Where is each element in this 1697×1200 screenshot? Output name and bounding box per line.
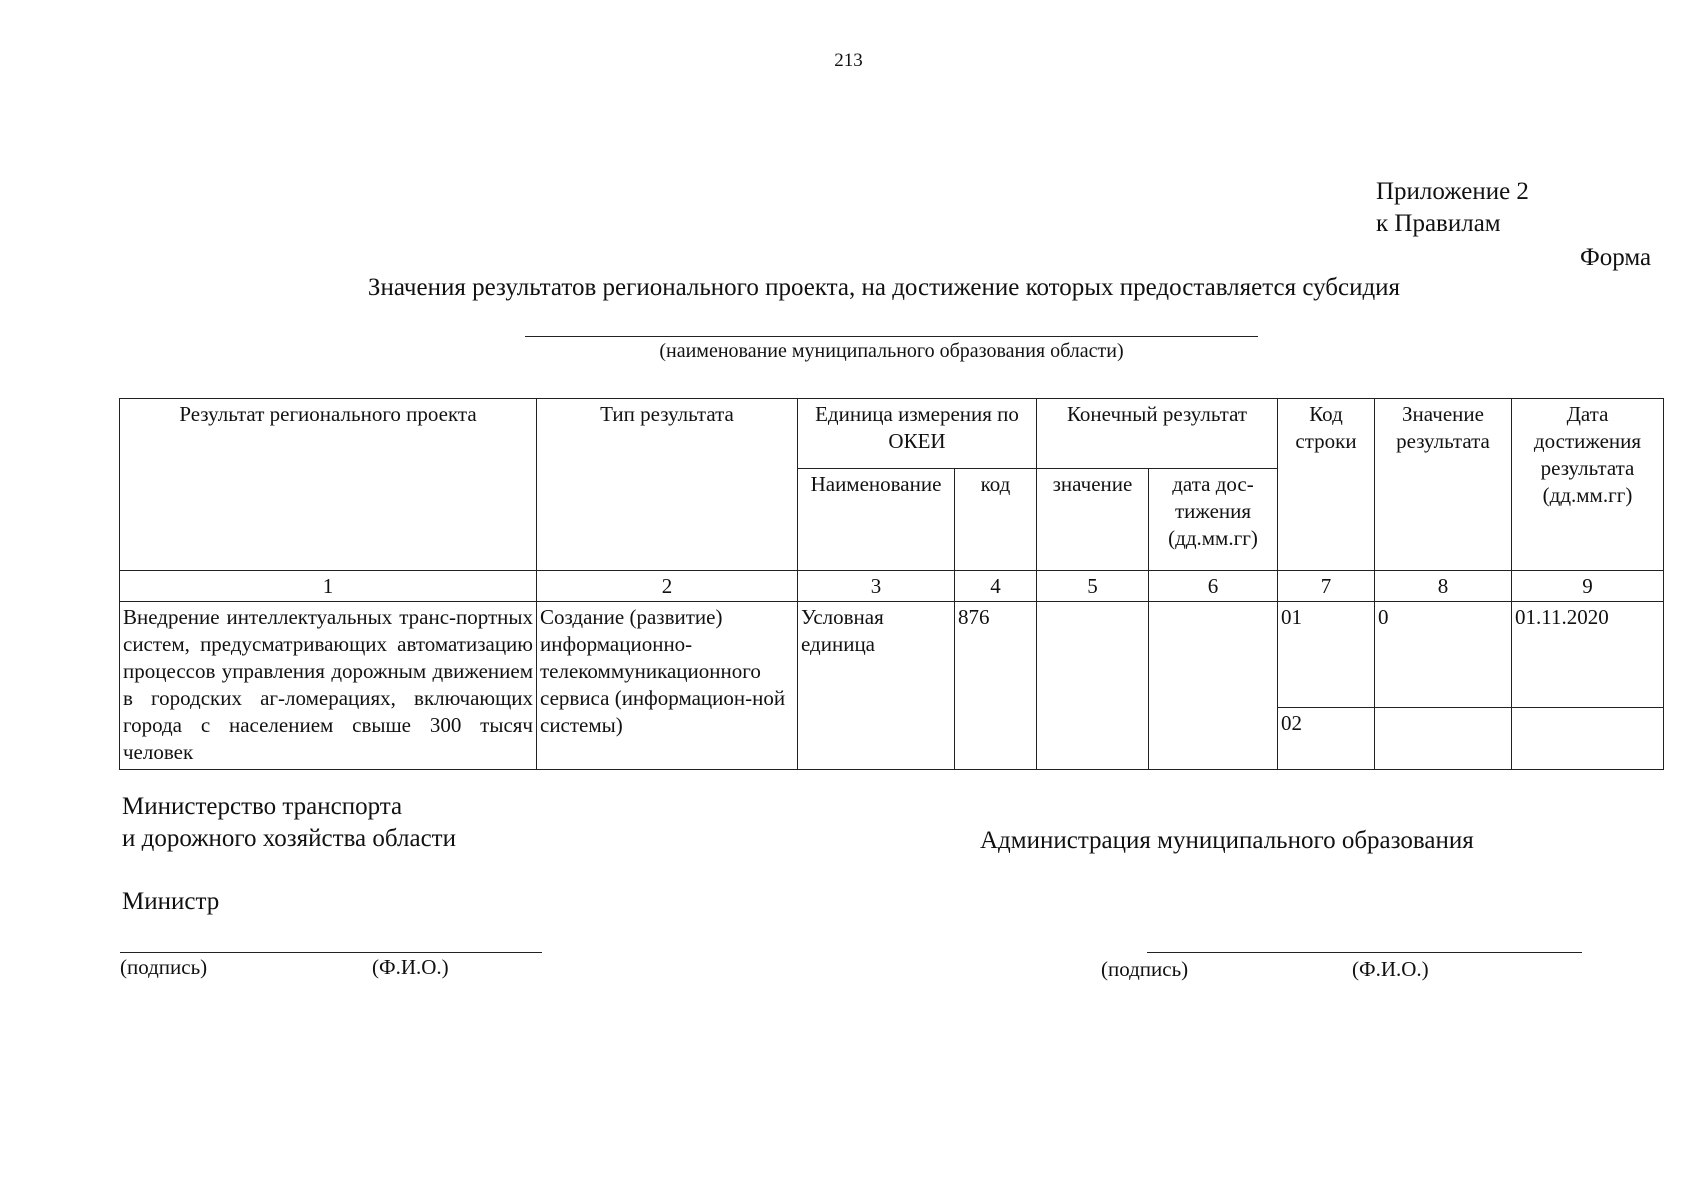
- header-unit-name: Наименование: [798, 469, 955, 571]
- signature-line-left: [120, 952, 542, 953]
- header-unit: Единица измерения по ОКЕИ: [798, 399, 1037, 469]
- results-table: [119, 398, 1664, 770]
- column-number: 8: [1375, 571, 1512, 602]
- ministry-name-line2: и дорожного хозяйства области: [122, 825, 456, 852]
- cell-achieve-date: 01.11.2020: [1512, 602, 1664, 708]
- appendix-title: Приложение 2: [1376, 178, 1529, 205]
- cell-result: Внедрение интеллектуальных транс-портных систем, предусматривающих автоматизацию процессов управления дорожным движением в городских аг-ломерациях, включающих города с населением свыше 300 тысяч человек: [120, 602, 537, 770]
- minister-position: Министр: [122, 888, 220, 915]
- column-number: 2: [537, 571, 798, 602]
- header-result: Результат регионального проекта: [120, 399, 537, 571]
- cell-result-value: [1375, 708, 1512, 770]
- header-result-type: Тип результата: [537, 399, 798, 571]
- cell-row-code: 01: [1278, 602, 1375, 708]
- signature-line-right: [1147, 952, 1582, 953]
- cell-row-code: 02: [1278, 708, 1375, 770]
- header-unit-code: код: [955, 469, 1037, 571]
- cell-final-date: [1149, 602, 1278, 770]
- signature-label-left: (подпись): [120, 955, 208, 979]
- ministry-name-line1: Министерство транспорта: [122, 793, 403, 820]
- appendix-subtitle: к Правилам: [1376, 210, 1501, 237]
- header-final-result: Конечный результат: [1037, 399, 1278, 469]
- fio-label-left: (Ф.И.О.): [372, 955, 449, 979]
- column-number: 4: [955, 571, 1037, 602]
- administration-name: Администрация муниципального образования: [980, 827, 1474, 854]
- header-result-value: Значение результата: [1375, 399, 1512, 571]
- header-row-code: Код строки: [1278, 399, 1375, 571]
- document-title: Значения результатов регионального проекта, на достижение которых предоставляется субсидия: [367, 274, 1401, 301]
- header-final-value: значение: [1037, 469, 1149, 571]
- cell-final-value: [1037, 602, 1149, 770]
- cell-achieve-date: [1512, 708, 1664, 770]
- column-number: 6: [1149, 571, 1278, 602]
- cell-unit-code: 876: [955, 602, 1037, 770]
- signature-label-right: (подпись): [1101, 957, 1189, 981]
- column-number: 1: [120, 571, 537, 602]
- column-number: 9: [1512, 571, 1664, 602]
- column-number: 3: [798, 571, 955, 602]
- cell-result-value: 0: [1375, 602, 1512, 708]
- column-number: 5: [1037, 571, 1149, 602]
- column-number: 7: [1278, 571, 1375, 602]
- header-final-date: дата дос-тижения (дд.мм.гг): [1149, 469, 1278, 571]
- cell-result-type: Создание (развитие) информационно-телекоммуникационного сервиса (информацион-ной системы): [537, 602, 798, 770]
- form-label: Форма: [1580, 244, 1652, 271]
- cell-unit-name: Условная единица: [798, 602, 955, 770]
- page-number: 213: [834, 50, 863, 71]
- municipality-fill-line: [525, 336, 1258, 337]
- fio-label-right: (Ф.И.О.): [1352, 957, 1429, 981]
- header-achieve-date: Дата достижения результата (дд.мм.гг): [1512, 399, 1664, 571]
- municipality-caption: (наименование муниципального образования области): [659, 340, 1124, 362]
